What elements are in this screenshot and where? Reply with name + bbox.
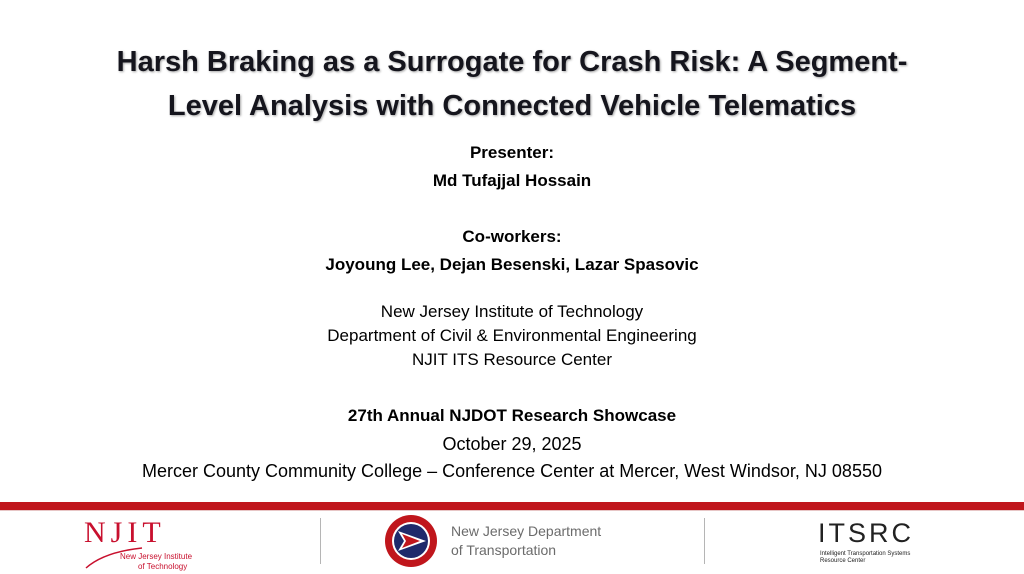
- itsrc-subtitle-line-2: Resource Center: [820, 558, 866, 564]
- njdot-name-line-2: of Transportation: [451, 542, 557, 558]
- njdot-name-line-1: New Jersey Department: [451, 523, 602, 539]
- njit-wordmark: NJIT: [84, 516, 166, 549]
- coworkers-names: Joyoung Lee, Dejan Besenski, Lazar Spasovic: [325, 255, 699, 274]
- event-location: Mercer County Community College – Conference Center at Mercer, West Windsor, NJ 08550: [142, 461, 882, 481]
- itsrc-logo: [818, 518, 948, 568]
- njit-subtitle-line-1: New Jersey Institute: [120, 552, 193, 561]
- institution-name: New Jersey Institute of Technology: [380, 302, 644, 321]
- njdot-name: [451, 522, 601, 560]
- footer-accent-bar: [0, 502, 1024, 510]
- footer-divider: [320, 518, 321, 564]
- njit-subtitle-line-2: of Technology: [138, 562, 188, 571]
- itsrc-subtitle-line-1: Intelligent Transportation Systems: [820, 551, 911, 557]
- coworkers-label: Co-workers:: [462, 227, 562, 246]
- itsrc-wordmark: ITSRC: [818, 518, 914, 548]
- footer-accent-strip: [0, 510, 1024, 511]
- event-date: October 29, 2025: [442, 434, 582, 454]
- slide-title: [0, 40, 1024, 128]
- slide-title-line-1: Harsh Braking as a Surrogate for Crash Risk: A Segment-: [116, 46, 908, 78]
- footer-divider: [704, 518, 705, 564]
- presenter-label: Presenter:: [469, 143, 555, 162]
- njdot-seal-icon: [384, 514, 438, 568]
- event-name: 27th Annual NJDOT Research Showcase: [347, 406, 677, 425]
- department-name: Department of Civil & Environmental Engineering: [327, 326, 697, 345]
- njit-logo: [84, 516, 224, 572]
- center-name: NJIT ITS Resource Center: [412, 350, 612, 369]
- slide-title-line-2: Level Analysis with Connected Vehicle Telematics: [167, 90, 857, 122]
- presenter-name: Md Tufajjal Hossain: [432, 171, 592, 190]
